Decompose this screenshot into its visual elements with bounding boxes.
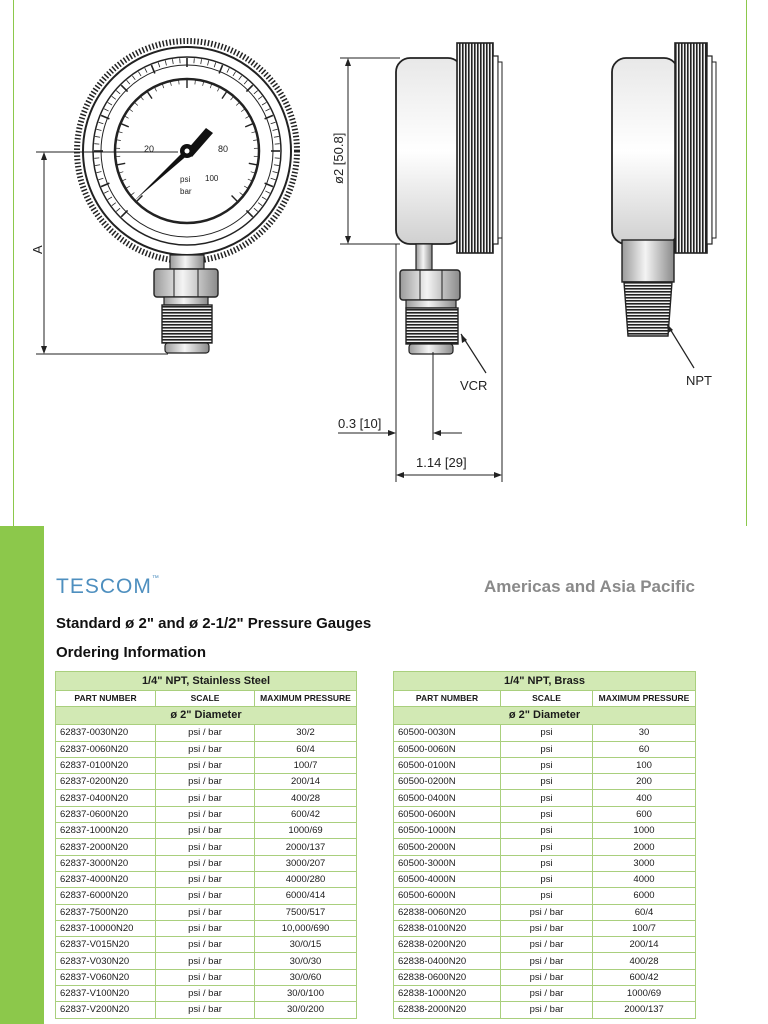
cell-scale: psi / bar <box>156 839 255 855</box>
dimension-depth-label: 1.14 [29] <box>416 455 467 470</box>
cell-scale: psi <box>501 871 593 887</box>
gauge-side-view-vcr <box>331 43 502 482</box>
cell-part-number: 62837-3000N20 <box>56 855 156 871</box>
table-row <box>56 855 357 871</box>
dimension-diameter-label: ø2 [50.8] <box>331 132 346 184</box>
table-row <box>394 904 696 920</box>
dimension-offset-label: 0.3 [10] <box>338 416 382 431</box>
dial-unit-bar: bar <box>180 187 192 196</box>
side-accent-bar <box>0 526 44 1024</box>
cell-part-number: 62837-0060N20 <box>56 741 156 757</box>
cell-scale: psi / bar <box>156 725 255 741</box>
cell-part-number: 62837-4000N20 <box>56 871 156 887</box>
cell-part-number: 62837-V030N20 <box>56 953 156 969</box>
cell-part-number: 62837-7500N20 <box>56 904 156 920</box>
cell-max-pressure: 7500/517 <box>255 904 357 920</box>
cell-scale: psi / bar <box>501 986 593 1002</box>
cell-scale: psi / bar <box>156 774 255 790</box>
section-row-diameter: ø 2" Diameter <box>394 707 696 725</box>
column-header-scale: SCALE <box>156 691 255 707</box>
cell-max-pressure: 200 <box>593 774 696 790</box>
cell-scale: psi / bar <box>156 806 255 822</box>
cell-max-pressure: 400/28 <box>255 790 357 806</box>
logo-text: TESCOM <box>56 575 152 598</box>
cell-scale: psi / bar <box>156 790 255 806</box>
gauge-stem <box>170 255 204 269</box>
cell-scale: psi / bar <box>501 920 593 936</box>
cell-max-pressure: 4000/280 <box>255 871 357 887</box>
cell-scale: psi / bar <box>501 1002 593 1018</box>
cell-max-pressure: 100/7 <box>593 920 696 936</box>
cell-max-pressure: 1000 <box>593 823 696 839</box>
cell-scale: psi <box>501 757 593 773</box>
cell-part-number: 60500-0060N <box>394 741 501 757</box>
cell-max-pressure: 10,000/690 <box>255 920 357 936</box>
cell-part-number: 60500-4000N <box>394 871 501 887</box>
table-row <box>394 937 696 953</box>
table-row <box>56 920 357 936</box>
table-row <box>56 823 357 839</box>
table-row <box>56 888 357 904</box>
table-row <box>394 757 696 773</box>
cell-max-pressure: 400/28 <box>593 953 696 969</box>
cell-scale: psi <box>501 790 593 806</box>
cell-scale: psi / bar <box>156 888 255 904</box>
gauge-side-view-npt <box>612 43 716 388</box>
logo-trademark: ™ <box>151 575 160 582</box>
table-row <box>394 969 696 985</box>
cell-max-pressure: 200/14 <box>593 937 696 953</box>
cell-scale: psi / bar <box>156 986 255 1002</box>
table-row <box>56 790 357 806</box>
cell-scale: psi / bar <box>501 953 593 969</box>
section-subtitle: Ordering Information <box>56 644 206 661</box>
gauge-front-view <box>30 41 297 354</box>
npt-label: NPT <box>686 373 712 388</box>
cell-max-pressure: 600 <box>593 806 696 822</box>
cell-max-pressure: 600/42 <box>255 806 357 822</box>
cell-max-pressure: 100/7 <box>255 757 357 773</box>
column-header-part-number: PART NUMBER <box>56 691 156 707</box>
cell-max-pressure: 2000/137 <box>255 839 357 855</box>
cell-scale: psi / bar <box>156 823 255 839</box>
cell-max-pressure: 200/14 <box>255 774 357 790</box>
cell-scale: psi <box>501 741 593 757</box>
cell-part-number: 62838-0060N20 <box>394 904 501 920</box>
table-row <box>394 888 696 904</box>
cell-max-pressure: 60 <box>593 741 696 757</box>
cell-part-number: 62837-V100N20 <box>56 986 156 1002</box>
table-row <box>56 757 357 773</box>
table-row <box>56 725 357 741</box>
table-row <box>56 937 357 953</box>
cell-part-number: 60500-0600N <box>394 806 501 822</box>
cell-max-pressure: 400 <box>593 790 696 806</box>
column-header-scale: SCALE <box>501 691 593 707</box>
cell-scale: psi / bar <box>156 741 255 757</box>
column-header-max-pressure: MAXIMUM PRESSURE <box>593 691 696 707</box>
cell-max-pressure: 30/0/200 <box>255 1002 357 1018</box>
cell-part-number: 62837-10000N20 <box>56 920 156 936</box>
table-row <box>56 871 357 887</box>
column-header-max-pressure: MAXIMUM PRESSURE <box>255 691 357 707</box>
cell-max-pressure: 4000 <box>593 871 696 887</box>
cell-part-number: 62837-2000N20 <box>56 839 156 855</box>
table-row <box>394 1002 696 1018</box>
table-row <box>56 969 357 985</box>
cell-part-number: 62837-0400N20 <box>56 790 156 806</box>
cell-max-pressure: 2000/137 <box>593 1002 696 1018</box>
cell-scale: psi / bar <box>501 904 593 920</box>
dial-unit-psi: psi <box>180 175 191 184</box>
table-row <box>394 725 696 741</box>
cell-part-number: 62837-0100N20 <box>56 757 156 773</box>
cell-scale: psi / bar <box>156 871 255 887</box>
cell-max-pressure: 1000/69 <box>255 823 357 839</box>
cell-scale: psi / bar <box>156 969 255 985</box>
cell-part-number: 62837-0600N20 <box>56 806 156 822</box>
cell-scale: psi / bar <box>156 904 255 920</box>
cell-scale: psi / bar <box>156 1002 255 1018</box>
cell-max-pressure: 2000 <box>593 839 696 855</box>
cell-max-pressure: 30/2 <box>255 725 357 741</box>
table-row <box>394 806 696 822</box>
region-title: Americas and Asia Pacific <box>483 577 695 596</box>
table-row <box>394 986 696 1002</box>
stainless-steel-table <box>55 671 357 1019</box>
table-row <box>394 855 696 871</box>
cell-part-number: 62838-0600N20 <box>394 969 501 985</box>
cell-part-number: 60500-0030N <box>394 725 501 741</box>
cell-max-pressure: 600/42 <box>593 969 696 985</box>
table-row <box>394 790 696 806</box>
cell-part-number: 60500-3000N <box>394 855 501 871</box>
gauge-thread <box>162 305 212 343</box>
cell-scale: psi <box>501 725 593 741</box>
cell-max-pressure: 30/0/100 <box>255 986 357 1002</box>
cell-scale: psi / bar <box>501 969 593 985</box>
cell-scale: psi / bar <box>156 953 255 969</box>
cell-part-number: 62837-V060N20 <box>56 969 156 985</box>
cell-max-pressure: 30 <box>593 725 696 741</box>
table-row <box>394 839 696 855</box>
table-row <box>56 806 357 822</box>
cell-scale: psi / bar <box>156 855 255 871</box>
table-row <box>394 920 696 936</box>
cell-part-number: 62837-V015N20 <box>56 937 156 953</box>
cell-scale: psi / bar <box>156 757 255 773</box>
cell-part-number: 62838-0400N20 <box>394 953 501 969</box>
cell-part-number: 62838-2000N20 <box>394 1002 501 1018</box>
cell-max-pressure: 30/0/60 <box>255 969 357 985</box>
cell-max-pressure: 30/0/15 <box>255 937 357 953</box>
cell-part-number: 62837-1000N20 <box>56 823 156 839</box>
dimension-a-label: A <box>30 245 45 254</box>
cell-scale: psi <box>501 855 593 871</box>
cell-part-number: 62837-V200N20 <box>56 1002 156 1018</box>
gauge-hex-nut <box>154 269 218 297</box>
section-row-diameter: ø 2" Diameter <box>56 707 357 725</box>
cell-scale: psi / bar <box>156 937 255 953</box>
cell-part-number: 62837-0200N20 <box>56 774 156 790</box>
cell-max-pressure: 1000/69 <box>593 986 696 1002</box>
cell-max-pressure: 30/0/30 <box>255 953 357 969</box>
table-caption: 1/4" NPT, Brass <box>394 672 696 691</box>
table-row <box>56 741 357 757</box>
cell-part-number: 62838-1000N20 <box>394 986 501 1002</box>
cell-scale: psi / bar <box>501 937 593 953</box>
vcr-label: VCR <box>460 378 488 393</box>
table-row <box>394 774 696 790</box>
table-row <box>56 986 357 1002</box>
cell-scale: psi <box>501 774 593 790</box>
cell-part-number: 62838-0200N20 <box>394 937 501 953</box>
table-row <box>56 839 357 855</box>
cell-scale: psi <box>501 888 593 904</box>
table-row <box>56 1002 357 1018</box>
table-row <box>56 774 357 790</box>
table-row <box>56 953 357 969</box>
table-row <box>394 823 696 839</box>
cell-scale: psi <box>501 806 593 822</box>
cell-part-number: 60500-6000N <box>394 888 501 904</box>
cell-scale: psi / bar <box>156 920 255 936</box>
cell-max-pressure: 6000 <box>593 888 696 904</box>
cell-part-number: 60500-2000N <box>394 839 501 855</box>
table-row <box>56 904 357 920</box>
cell-part-number: 60500-0400N <box>394 790 501 806</box>
page-title: Standard ø 2" and ø 2-1/2" Pressure Gauges <box>56 615 372 632</box>
cell-part-number: 60500-0100N <box>394 757 501 773</box>
brass-table <box>393 671 696 1019</box>
table-row <box>394 871 696 887</box>
cell-part-number: 62837-0030N20 <box>56 725 156 741</box>
cell-part-number: 62837-6000N20 <box>56 888 156 904</box>
table-row <box>394 953 696 969</box>
cell-part-number: 62838-0100N20 <box>394 920 501 936</box>
dial-mark-100: 100 <box>205 174 219 183</box>
cell-max-pressure: 3000/207 <box>255 855 357 871</box>
cell-max-pressure: 100 <box>593 757 696 773</box>
table-caption: 1/4" NPT, Stainless Steel <box>56 672 357 691</box>
tescom-logo <box>56 575 160 599</box>
cell-part-number: 60500-0200N <box>394 774 501 790</box>
cell-max-pressure: 6000/414 <box>255 888 357 904</box>
cell-max-pressure: 60/4 <box>593 904 696 920</box>
column-header-part-number: PART NUMBER <box>394 691 501 707</box>
cell-max-pressure: 3000 <box>593 855 696 871</box>
cell-scale: psi <box>501 839 593 855</box>
cell-part-number: 60500-1000N <box>394 823 501 839</box>
cell-max-pressure: 60/4 <box>255 741 357 757</box>
dial-mark-80: 80 <box>218 144 229 154</box>
table-row <box>394 741 696 757</box>
dial-mark-20: 20 <box>144 144 155 154</box>
cell-scale: psi <box>501 823 593 839</box>
